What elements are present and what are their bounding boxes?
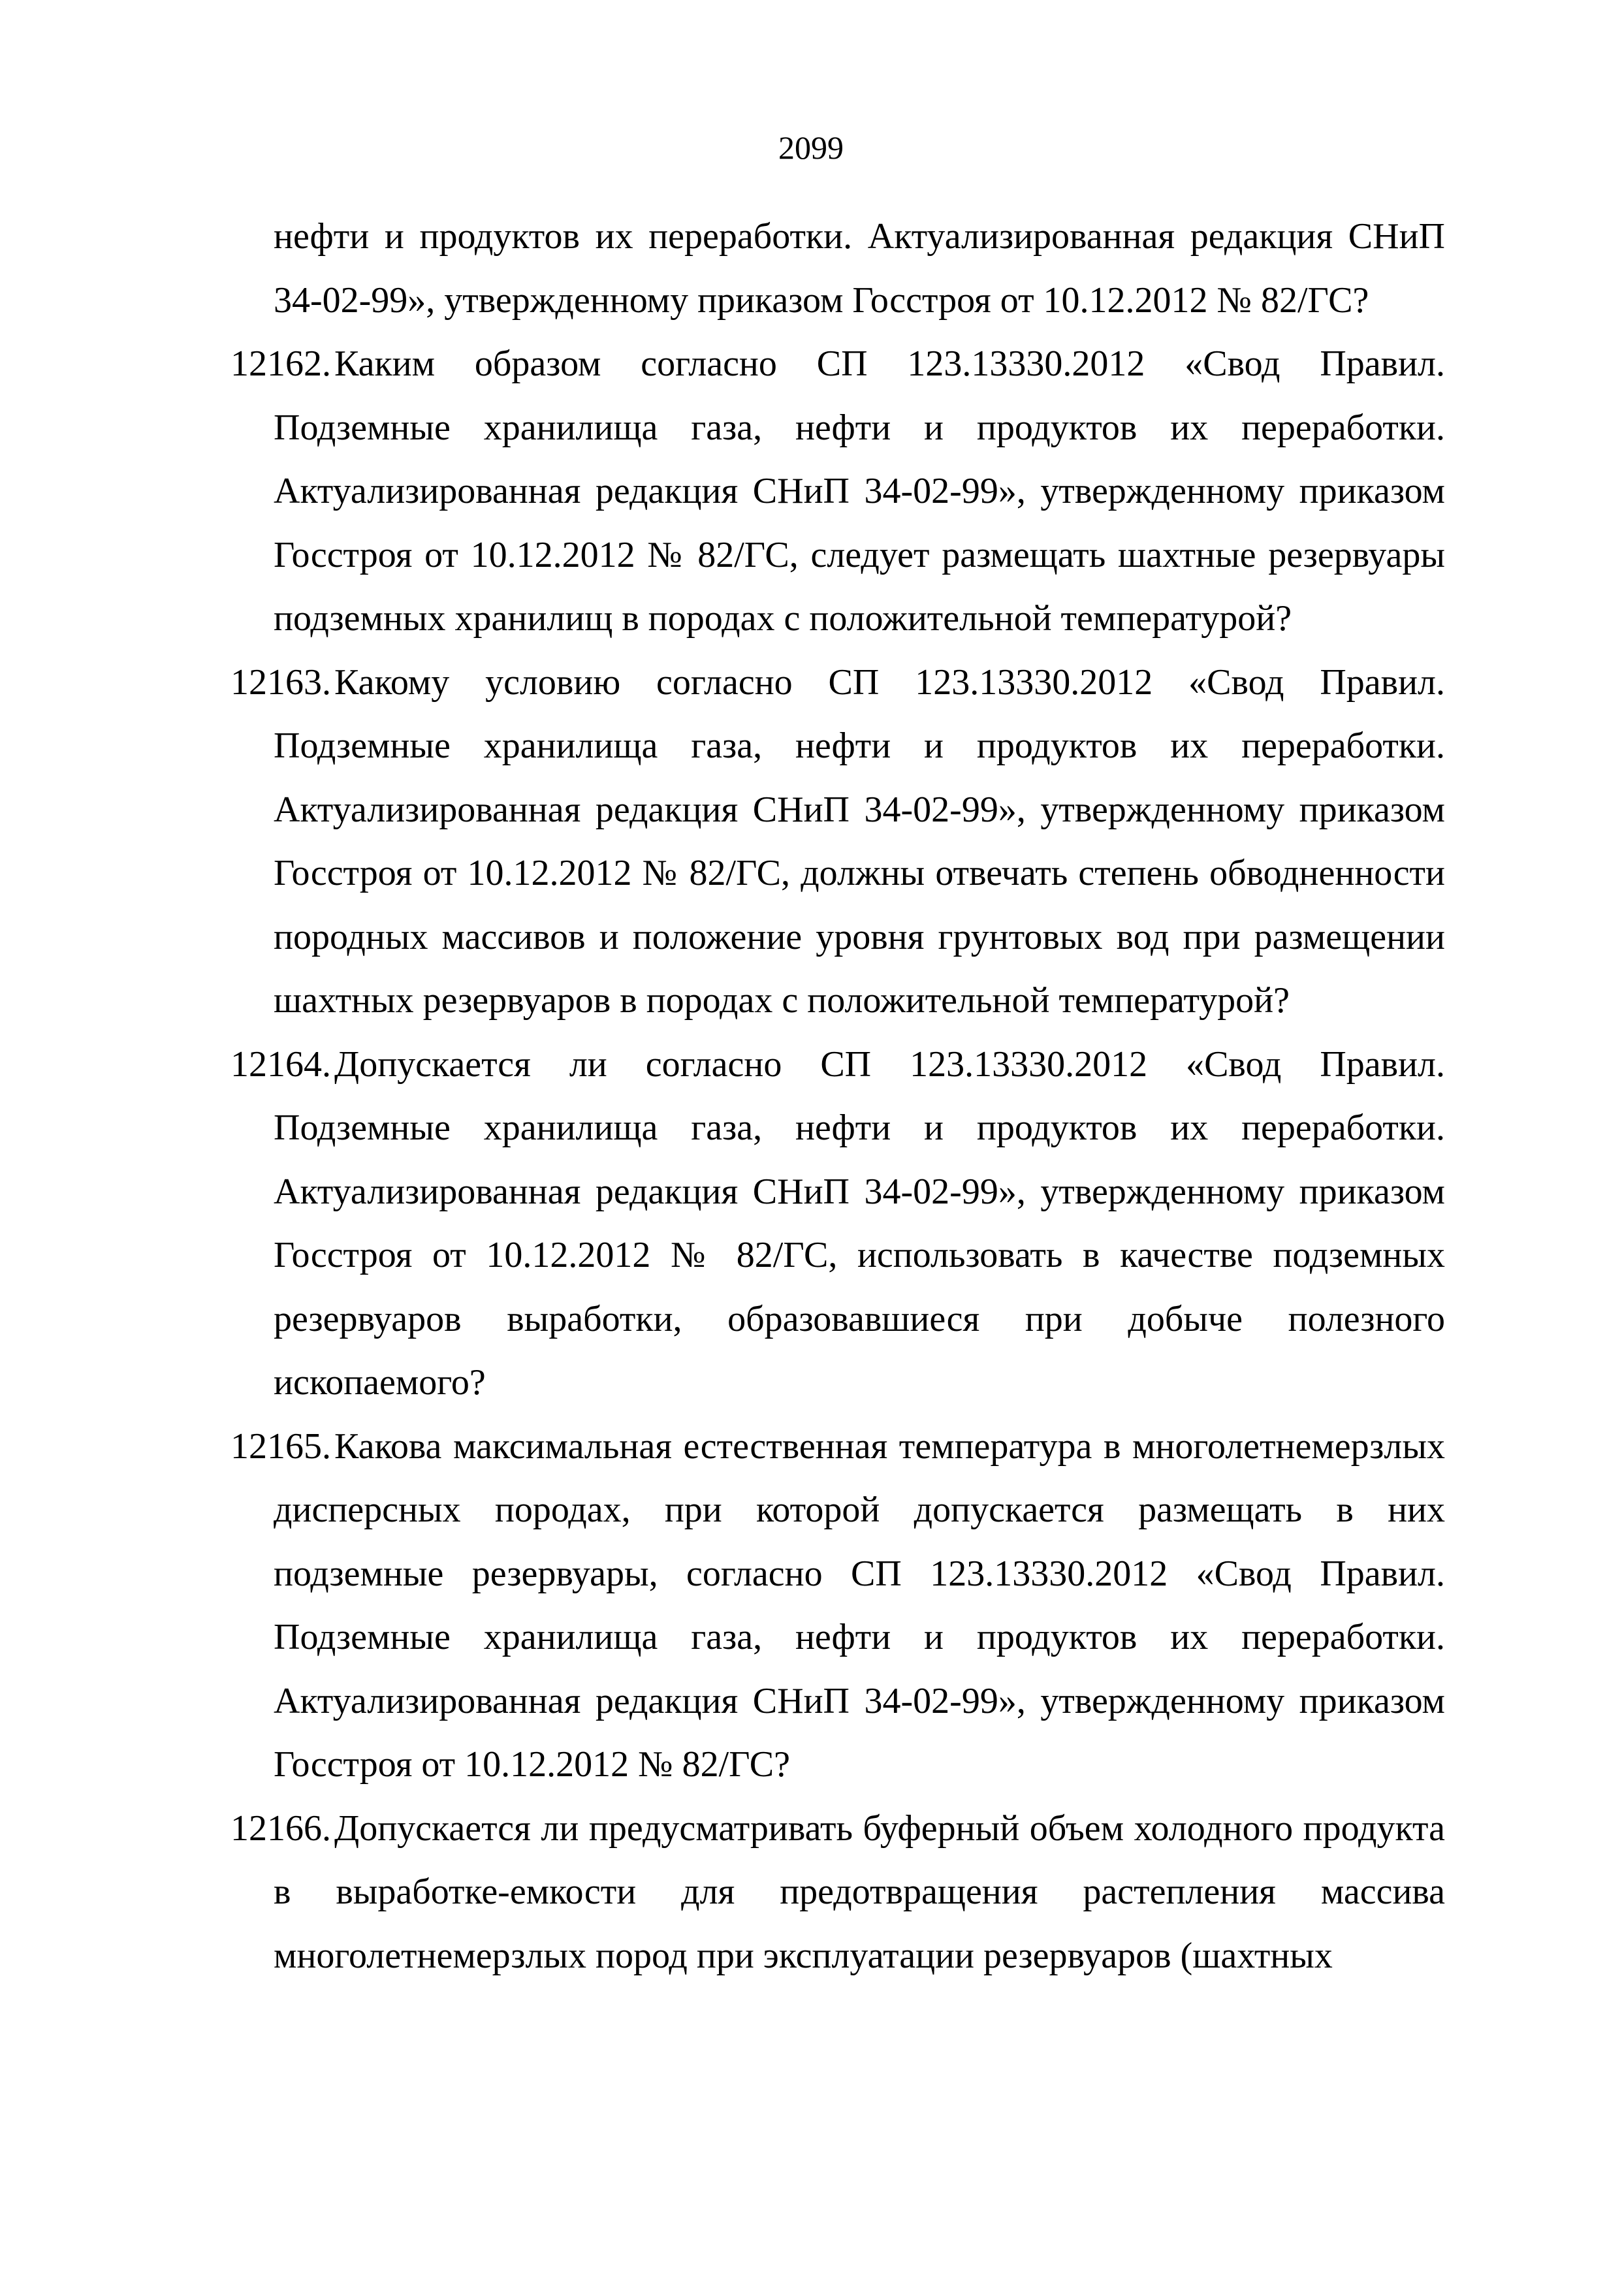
question-12165 [231, 1415, 1445, 1797]
question-12162 [231, 332, 1445, 651]
question-12164 [231, 1033, 1445, 1415]
question-number: 12166. [231, 1808, 331, 1849]
question-text: Допускается ли согласно СП 123.13330.2012 «Свод Правил. Подземные хранилища газа, нефти и продуктов их переработки. Актуализированная редакция СНиП 34-02-99», утвержденному приказом Госстроя от 10.12.2012 № 82/ГС, использовать в качестве подземных резервуаров выработки, образовавшиеся при добыче полезного ископаемого? [274, 1044, 1445, 1403]
question-number: 12164. [231, 1044, 331, 1085]
question-text: Какова максимальная естественная температура в многолетнемерзлых дисперсных породах, при которой допускается размещать в них подземные резервуары, согласно СП 123.13330.2012 «Свод Правил. Подземные хранилища газа, нефти и продуктов их переработки. Актуализированная редакция СНиП 34-02-99», утвержденному приказом Госстроя от 10.12.2012 № 82/ГС? [274, 1426, 1445, 1785]
question-12163 [231, 651, 1445, 1033]
question-text: Каким образом согласно СП 123.13330.2012 «Свод Правил. Подземные хранилища газа, нефти и продуктов их переработки. Актуализированная редакция СНиП 34-02-99», утвержденному приказом Госстроя от 10.12.2012 № 82/ГС, следует размещать шахтные резервуары подземных хранилищ в породах с положительной температурой? [274, 343, 1445, 639]
question-text: Допускается ли предусматривать буферный объем холодного продукта в выработке-емкости для предотвращения растепления массива многолетнемерзлых пород при эксплуатации резервуаров (шахтных [274, 1808, 1445, 1976]
question-12166 [231, 1797, 1445, 1988]
question-number: 12162. [231, 343, 331, 384]
question-text: Какому условию согласно СП 123.13330.2012 «Свод Правил. Подземные хранилища газа, нефти и продуктов их переработки. Актуализированная редакция СНиП 34-02-99», утвержденному приказом Госстроя от 10.12.2012 № 82/ГС, должны отвечать степень обводненности породных массивов и положение уровня грунтовых вод при размещении шахтных резервуаров в породах с положительной температурой? [274, 662, 1445, 1021]
page-number: 2099 [778, 129, 844, 166]
continuation-paragraph: нефти и продуктов их переработки. Актуализированная редакция СНиП 34-02-99», утвержденному приказом Госстроя от 10.12.2012 № 82/ГС? [274, 216, 1445, 321]
document-body [231, 205, 1445, 1988]
question-number: 12165. [231, 1426, 331, 1467]
question-number: 12163. [231, 662, 331, 703]
